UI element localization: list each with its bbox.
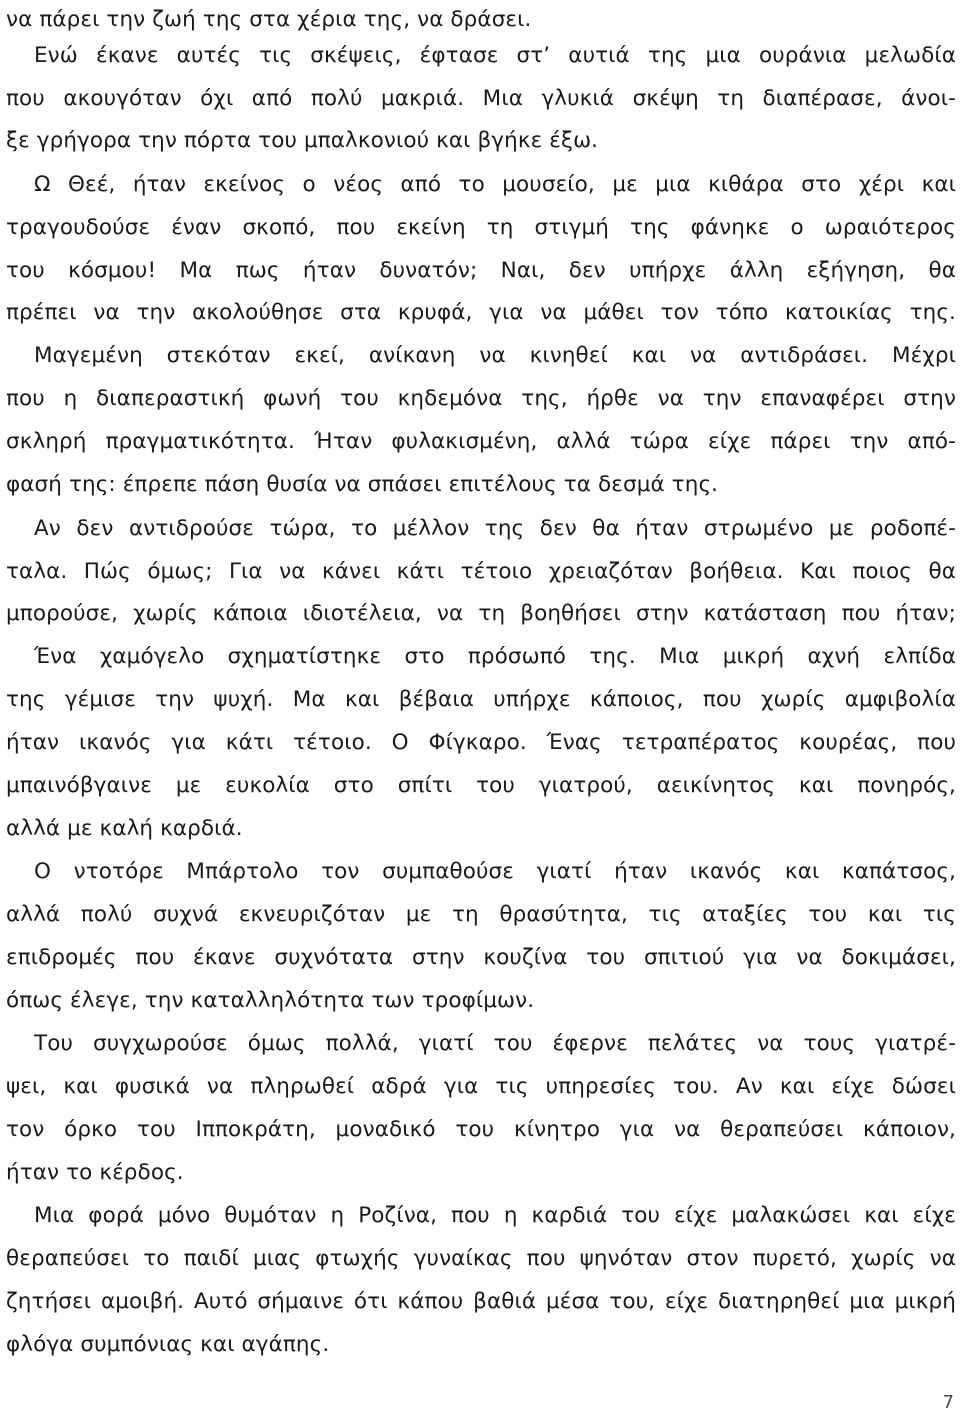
text-line: ψει, και φυσικά να πληρωθεί αδρά για τις υπηρεσίες του. Αν και είχε δώσει (6, 1074, 956, 1099)
text-line: ταλα. Πώς όμως; Για να κάνει κάτι τέτοιο χρειαζόταν βοήθεια. Και ποιος θα (6, 559, 956, 584)
text-line: Μια φορά μόνο θυμόταν η Ροζίνα, που η καρδιά του είχε μαλακώσει και είχε (34, 1203, 956, 1228)
text-line: αλλά πολύ συχνά εκνευριζόταν με τη θρασύτητα, τις αταξίες του και τις (6, 902, 956, 927)
text-line: θεραπεύσει το παιδί μιας φτωχής γυναίκας που ψηνόταν στον πυρετό, χωρίς να (6, 1246, 956, 1271)
book-page (6, 0, 956, 1419)
text-line: Αν δεν αντιδρούσε τώρα, το μέλλον της δεν θα ήταν στρωμένο με ροδοπέ- (34, 516, 956, 541)
text-line: τον όρκο του Ιπποκράτη, μοναδικό του κίνητρο για να θεραπεύσει κάποιον, (6, 1117, 956, 1142)
text-line: Ο ντοτόρε Μπάρτολο τον συμπαθούσε γιατί ήταν ικανός και καπάτσος, (34, 859, 956, 884)
text-line: Ένα χαμόγελο σχηματίστηκε στο πρόσωπό της. Μια μικρή αχνή ελπίδα (34, 644, 956, 669)
text-line: πρέπει να την ακολούθησε στα κρυφά, για να μάθει τον τόπο κατοικίας της. (6, 300, 956, 325)
text-line: Μαγεμένη στεκόταν εκεί, ανίκανη να κινηθεί και να αντιδράσει. Μέχρι (34, 343, 956, 368)
text-line: μπαινόβγαινε με ευκολία στο σπίτι του γιατρού, αεικίνητος και πονηρός, (6, 773, 956, 798)
text-line: ζητήσει αμοιβή. Αυτό σήμαινε ότι κάπου βαθιά μέσα του, είχε διατηρηθεί μια μικρή (6, 1289, 956, 1314)
text-line: αλλά με καλή καρδιά. (6, 816, 243, 841)
text-line: ξε γρήγορα την πόρτα του μπαλκονιού και βγήκε έξω. (6, 128, 599, 153)
text-line: που η διαπεραστική φωνή του κηδεμόνα της, ήρθε να την επαναφέρει στην (6, 386, 956, 411)
text-line: σκληρή πραγματικότητα. Ήταν φυλακισμένη, αλλά τώρα είχε πάρει την από- (6, 429, 956, 454)
text-line: Ενώ έκανε αυτές τις σκέψεις, έφτασε στ’ αυτιά της μια ουράνια μελωδία (34, 43, 956, 68)
text-line: του κόσμου! Μα πως ήταν δυνατόν; Ναι, δεν υπήρχε άλλη εξήγηση, θα (6, 258, 956, 283)
text-line: φασή της: έπρεπε πάση θυσία να σπάσει επιτέλους τα δεσμά της. (6, 472, 719, 497)
text-line: φλόγα συμπόνιας και αγάπης. (6, 1332, 330, 1357)
text-line: ήταν το κέρδος. (6, 1160, 184, 1185)
text-line: τραγουδούσε έναν σκοπό, που εκείνη τη στιγμή της φάνηκε ο ωραιότερος (6, 215, 956, 240)
text-line: όπως έλεγε, την καταλληλότητα των τροφίμων. (6, 988, 535, 1013)
text-line: Ω Θεέ, ήταν εκείνος ο νέος από το μουσείο, με μια κιθάρα στο χέρι και (34, 172, 956, 197)
text-line: επιδρομές που έκανε συχνότατα στην κουζίνα του σπιτιού για να δοκιμάσει, (6, 945, 956, 970)
text-line: της γέμισε την ψυχή. Μα και βέβαια υπήρχε κάποιος, που χωρίς αμφιβολία (6, 687, 956, 712)
text-line: μπορούσε, χωρίς κάποια ιδιοτέλεια, να τη βοηθήσει στην κατάσταση που ήταν; (6, 601, 956, 626)
text-line: να πάρει την ζωή της στα χέρια της, να δράσει. (6, 7, 532, 32)
page-number: 7 (942, 1392, 954, 1413)
text-line: Του συγχωρούσε όμως πολλά, γιατί του έφερνε πελάτες να τους γιατρέ- (34, 1031, 956, 1056)
text-line: που ακουγόταν όχι από πολύ μακριά. Μια γλυκιά σκέψη τη διαπέρασε, άνοι- (6, 86, 956, 111)
text-line: ήταν ικανός για κάτι τέτοιο. Ο Φίγκαρο. Ένας τετραπέρατος κουρέας, που (6, 730, 956, 755)
